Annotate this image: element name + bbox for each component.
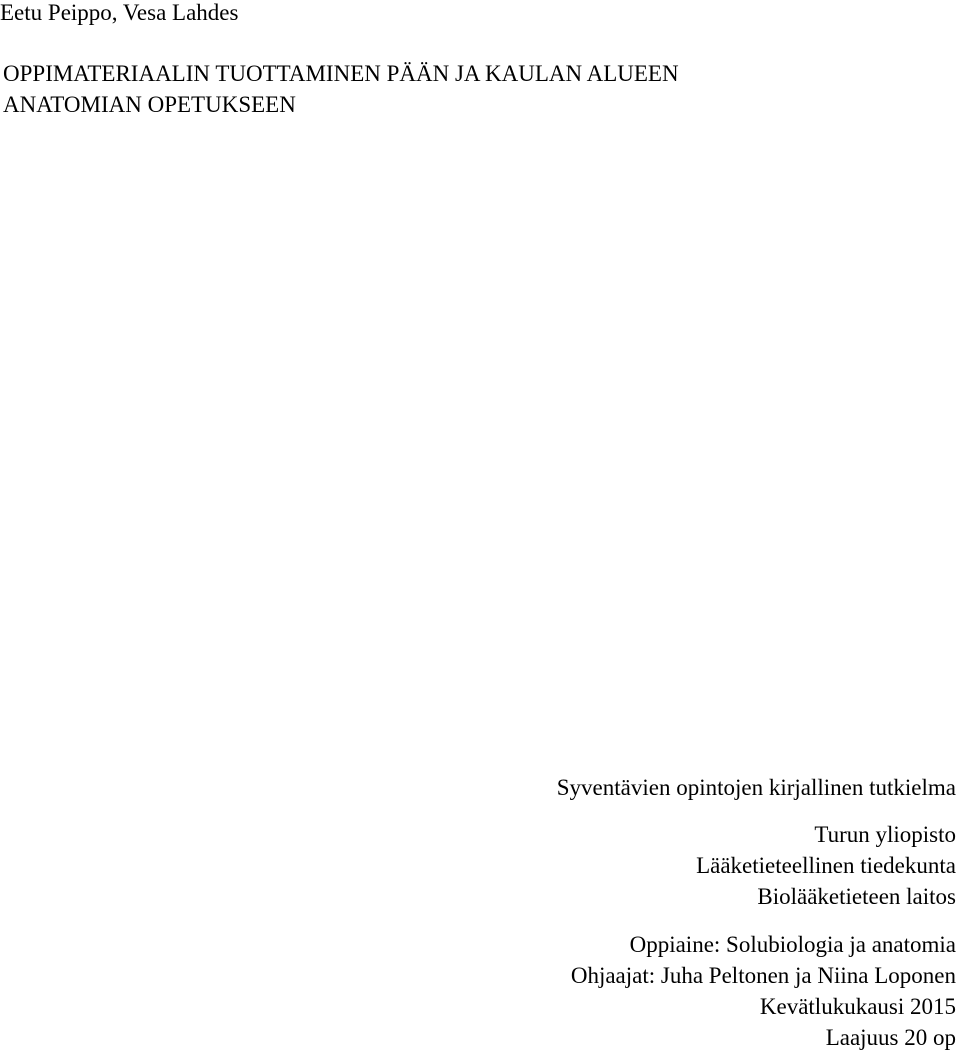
title-line-1: OPPIMATERIAALIN TUOTTAMINEN PÄÄN JA KAULAN ALUEEN <box>3 61 679 86</box>
subject-line: Oppiaine: Solubiologia ja anatomia <box>629 932 956 957</box>
thesis-type-text: Syventävien opintojen kirjallinen tutkielma <box>556 775 956 800</box>
term-line: Kevätlukukausi 2015 <box>759 994 956 1019</box>
scope-line: Laajuus 20 op <box>825 1025 956 1050</box>
title-line-2: ANATOMIAN OPETUKSEEN <box>3 92 296 117</box>
supervisors-line: Ohjaajat: Juha Peltonen ja Niina Loponen <box>570 963 956 988</box>
institution-block <box>696 819 956 912</box>
thesis-type <box>557 772 956 803</box>
authors-line: Eetu Peippo, Vesa Lahdes <box>0 0 239 25</box>
details-block <box>571 929 956 1053</box>
department-name: Biolääketieteen laitos <box>757 884 956 909</box>
university-name: Turun yliopisto <box>814 822 956 847</box>
faculty-name: Lääketieteellinen tiedekunta <box>696 853 956 878</box>
document-title <box>3 58 679 120</box>
